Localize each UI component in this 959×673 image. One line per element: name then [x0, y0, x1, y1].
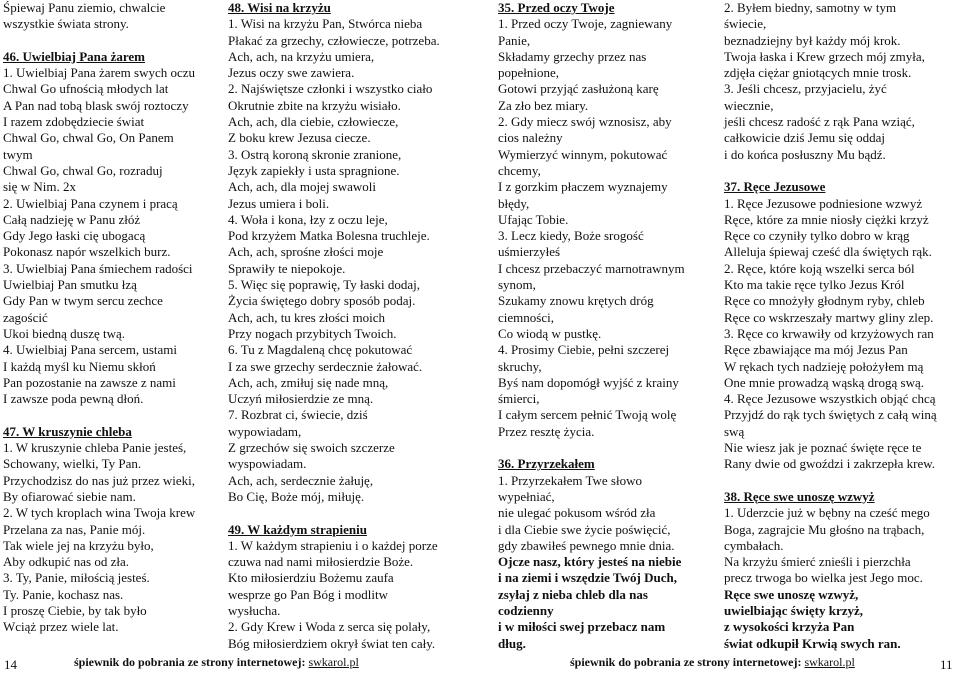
lyric-line: 6. Tu z Magdaleną chcę pokutować [228, 342, 413, 358]
lyric-line: Ufając Tobie. [498, 211, 569, 227]
song-title: 47. W kruszynie chleba [3, 423, 132, 439]
spacer [724, 163, 956, 179]
lyric-line: Okrutnie zbite na krzyżu wisiało. [228, 97, 401, 113]
lyric-line: 3. Lecz kiedy, Boże srogość [498, 228, 644, 244]
lyric-line: wiecznie, [724, 97, 774, 113]
lyric-line: zagościć [3, 309, 48, 325]
lyric-line: zsyłaj z nieba chleb dla nas [498, 586, 648, 602]
lyric-line: wypełniać, [498, 488, 555, 504]
column-4 [724, 0, 956, 652]
lyric-line: ciemności, [498, 309, 554, 325]
lyric-line: Jezus oczy swe zawiera. [228, 65, 355, 81]
lyric-line: Przelana za nas, Panie mój. [3, 521, 146, 537]
lyric-line: Przy nogach przybitych Twoich. [228, 325, 397, 341]
lyric-line: 2. Gdy miecz swój wznosisz, aby [498, 114, 672, 130]
lyric-line: Byś nam dopomógł wyjść z krainy [498, 374, 679, 390]
lyric-line: uśmierzyłeś [498, 244, 561, 260]
lyric-line: jeśli chcesz radość z rąk Pana wziąć, [724, 114, 915, 130]
lyric-line: Na krzyżu śmierć znieśli i pierzchła [724, 554, 911, 570]
lyric-line: Panie, [498, 32, 531, 48]
lyric-line: Składamy grzechy przez nas [498, 48, 647, 64]
lyric-line: Wciąż przez wiele lat. [3, 619, 119, 635]
footer-left-link[interactable]: swkarol.pl [308, 655, 359, 669]
lyric-line: 1. Wisi na krzyżu Pan, Stwórca nieba [228, 16, 423, 32]
lyric-line: Szukamy znowu krętych dróg [498, 293, 654, 309]
lyric-line: 1. W kruszynie chleba Panie jesteś, [3, 440, 187, 456]
lyric-line: uwielbiając święty krzyż, [724, 602, 864, 618]
lyric-line: 3. Jeśli chcesz, przyjacielu, żyć [724, 81, 887, 97]
lyric-line: 3. Ty, Panie, miłością jesteś. [3, 570, 150, 586]
lyric-line: W rękach tych nadzieję położyłem mą [724, 358, 924, 374]
footer-left [74, 655, 359, 670]
lyric-line: I z gorzkim płaczem wyznajemy [498, 179, 668, 195]
lyric-line: Płakać za grzechy, człowiecze, potrzeba. [228, 32, 440, 48]
lyric-line: Z boku krew Jezusa ciecze. [228, 130, 371, 146]
footer-right [570, 655, 855, 670]
spacer [724, 473, 956, 489]
lyric-line: Ojcze nasz, który jesteś na niebie [498, 554, 682, 570]
spacer [3, 33, 225, 49]
lyric-line: I każdą myśl ku Niemu skłoń [3, 358, 156, 374]
lyric-line: 7. Rozbrat ci, świecie, dziś [228, 407, 368, 423]
lyric-line: Ach, ach, dla mojej swawoli [228, 179, 377, 195]
lyric-line: Gotowi przyjąć zasłużoną karę [498, 81, 659, 97]
lyric-line: Przez resztę życia. [498, 423, 595, 439]
lyric-line: Kto ma takie ręce tylko Jezus Król [724, 277, 905, 293]
lyric-line: gdy zbawiłeś pewnego mnie dnia. [498, 537, 675, 553]
lyric-line: Jezus umiera i boli. [228, 195, 330, 211]
lyric-line: Ręce zbawiające ma mój Jezus Pan [724, 342, 908, 358]
lyric-line: Ach, ach, tu kres złości moich [228, 309, 386, 325]
lyric-line: Alleluja śpiewaj cześć dla świętych rąk. [724, 244, 932, 260]
lyric-line: Ręce co wskrzeszały martwy gliny zlep. [724, 309, 934, 325]
column-1 [3, 0, 225, 636]
lyric-line: precz trwoga bo wielka jest Jego moc. [724, 570, 923, 586]
lyric-line: Ręce co mnożyły głodnym ryby, chleb [724, 293, 925, 309]
lyric-line: się w Nim. 2x [3, 179, 76, 195]
lyric-line: Chwal Go, chwal Go, rozraduj [3, 162, 163, 178]
song-title: 38. Ręce swe unoszę wzwyż [724, 488, 875, 504]
lyric-line: Sprawiły te niepokoje. [228, 260, 346, 276]
lyric-line: chcemy, [498, 162, 541, 178]
song-title: 35. Przed oczy Twoje [498, 0, 615, 15]
lyric-line: I razem zdobędziecie świat [3, 114, 145, 130]
lyric-line: 3. Uwielbiaj Pana śmiechem radości [3, 260, 193, 276]
lyric-line: dług. [498, 635, 526, 651]
lyric-line: Wymierzyć winnym, pokutować [498, 146, 668, 162]
lyric-line: One mnie prowadzą wąską drogą swą. [724, 374, 924, 390]
lyric-line: 1. Przyrzekałem Twe słowo [498, 472, 642, 488]
lyric-line: czuwa nad nami miłosierdzie Boże. [228, 554, 414, 570]
lyric-line: 1. Przed oczy Twoje, zagniewany [498, 16, 673, 32]
lyric-line: Gdy Jego łaski cię ubogacą [3, 228, 146, 244]
lyric-line: Ach, ach, zmiłuj się nade mną, [228, 374, 389, 390]
lyric-line: błędy, [498, 195, 530, 211]
lyric-line: Gdy Pan w twym sercu zechce [3, 293, 163, 309]
lyric-line: Całą nadzieję w Panu złóż [3, 211, 141, 227]
lyric-line: świat odkupił Krwią swych ran. [724, 635, 901, 651]
footer-left-text: śpiewnik do pobrania ze strony internetowej: [74, 655, 309, 669]
lyric-line: By ofiarować siebie nam. [3, 488, 136, 504]
lyric-line: Przyjdź do rąk tych świętych z całą winą [724, 407, 937, 423]
lyric-line: Ach, ach, na krzyżu umiera, [228, 48, 375, 64]
lyric-line: I za swe grzechy serdecznie żałować. [228, 358, 423, 374]
lyric-line: cymbałach. [724, 537, 784, 553]
lyric-line: I chcesz przebaczyć marnotrawnym [498, 260, 685, 276]
lyric-line: wesprze go Pan Bóg i modlitw [228, 586, 388, 602]
lyric-line: twym [3, 146, 33, 162]
lyric-line: Ręce, które za mnie niosły ciężki krzyż [724, 211, 929, 227]
lyric-line: synom, [498, 277, 536, 293]
lyric-line: A Pan nad tobą blask swój roztoczy [3, 97, 189, 113]
lyric-line: 4. Ręce Jezusowe wszystkich objąć chcą [724, 391, 936, 407]
lyric-line: śmierci, [498, 391, 540, 407]
page-number-left: 14 [4, 657, 17, 672]
lyric-line: Co wiodą w pustkę. [498, 325, 602, 341]
lyric-line: wysłucha. [228, 602, 281, 618]
lyric-line: i dla Ciebie swe życie poświęcić, [498, 521, 671, 537]
song-title: 36. Przyrzekałem [498, 456, 595, 472]
lyric-line: 1. Uderzcie już w bębny na cześć mego [724, 505, 930, 521]
song-title: 49. W każdym strapieniu [228, 521, 367, 537]
lyric-line: 2. Gdy Krew i Woda z serca się polały, [228, 619, 431, 635]
spacer [498, 440, 714, 456]
lyric-line: 1. Ręce Jezusowe podniesione wzwyż [724, 195, 923, 211]
lyric-line: Za zło bez miary. [498, 97, 589, 113]
lyric-line: Ach, ach, serdecznie żałuję, [228, 472, 374, 488]
lyric-line: Nie wiesz jak je poznać święte ręce te [724, 440, 922, 456]
spacer [3, 407, 225, 423]
lyric-line: Schowany, wielki, Ty Pan. [3, 456, 142, 472]
lyric-line: Język zapiekły i usta spragnione. [228, 162, 400, 178]
lyric-line: Uwielbiaj Pan smutku łzą [3, 277, 137, 293]
footer-right-link[interactable]: swkarol.pl [804, 655, 855, 669]
lyric-line: Pokonasz napór wszelkich burz. [3, 244, 171, 260]
lyric-line: skruchy, [498, 358, 542, 374]
lyric-line: Rany dwie od gwoździ i zakrzepła krew. [724, 456, 936, 472]
lyric-line: codzienny [498, 602, 554, 618]
lyric-line: wszystkie świata strony. [3, 16, 129, 32]
lyric-line: Twoja łaska i Krew grzech mój zmyła, [724, 48, 925, 64]
lyric-line: i w miłości swej przebacz nam [498, 619, 666, 635]
lyric-line: I zawsze poda pewną dłoń. [3, 391, 144, 407]
lyric-line: 4. Uwielbiaj Pana sercem, ustami [3, 342, 178, 358]
lyric-line: Pan pozostanie na zawsze z nami [3, 374, 176, 390]
lyric-line: Chwal Go ufnością młodych lat [3, 81, 169, 97]
song-title: 37. Ręce Jezusowe [724, 179, 826, 195]
lyric-line: i na ziemi i wszędzie Twój Duch, [498, 570, 677, 586]
lyric-line: 3. Ostrą koroną skronie zranione, [228, 146, 402, 162]
lyric-line: i do końca posłuszny Mu bądź. [724, 146, 886, 162]
lyric-line: Ty. Panie, kochasz nas. [3, 586, 124, 602]
lyric-line: 1. Uwielbiaj Pana żarem swych oczu [3, 65, 196, 81]
column-3 [498, 0, 714, 652]
lyric-line: 2. Najświętsze członki i wszystko ciało [228, 81, 433, 97]
lyric-line: Aby odkupić nas od zła. [3, 554, 130, 570]
lyric-line: Bo Cię, Boże mój, miłuję. [228, 488, 365, 504]
lyric-line: Ukoi biedną duszę twą. [3, 325, 126, 341]
lyric-line: 4. Prosimy Ciebie, pełni szczerej [498, 342, 670, 358]
lyric-line: Ach, ach, dla ciebie, człowiecze, [228, 114, 399, 130]
lyric-line: z wysokości krzyża Pan [724, 619, 855, 635]
lyric-line: Bóg miłosierdziem okrył świat ten cały. [228, 635, 436, 651]
lyric-line: I całym sercem pełnić Twoją wolę [498, 407, 677, 423]
lyric-line: 4. Woła i kona, łzy z oczu leje, [228, 211, 388, 227]
lyric-line: Życia świętego dobry sposób podaj. [228, 293, 416, 309]
lyric-line: 3. Ręce co krwawiły od krzyżowych ran [724, 325, 934, 341]
lyric-line: 2. W tych kroplach wina Twoja krew [3, 505, 196, 521]
lyric-line: 1. W każdym strapieniu i o każdej porze [228, 537, 438, 553]
column-2 [228, 0, 468, 652]
lyric-line: 2. Byłem biedny, samotny w tym [724, 0, 897, 15]
lyric-line: Ach, ach, sprośne złości moje [228, 244, 384, 260]
lyric-line: Z grzechów się swoich szczerze [228, 440, 395, 456]
lyric-line: nie ulegać pokusom wśród zła [498, 505, 656, 521]
lyric-line: Pod krzyżem Matka Bolesna truchleje. [228, 228, 430, 244]
lyric-line: 2. Ręce, które koją wszelki serca ból [724, 260, 915, 276]
lyric-line: beznadziejny był każdy mój krok. [724, 32, 901, 48]
lyric-line: całkowicie dziś Jemu się oddaj [724, 130, 886, 146]
lyric-line: I proszę Ciebie, by tak było [3, 602, 147, 618]
lyric-line: Ręce swe unoszę wzwyż, [724, 586, 859, 602]
lyric-line: cios należny [498, 130, 563, 146]
song-title: 46. Uwielbiaj Pana żarem [3, 48, 146, 64]
lyric-line: Chwal Go, chwal Go, On Panem [3, 130, 174, 146]
lyric-line: swą [724, 423, 745, 439]
page-number-right: 11 [940, 657, 953, 672]
song-title: 48. Wisi na krzyżu [228, 0, 331, 15]
lyric-line: Uczyń miłosierdzie ze mną. [228, 391, 374, 407]
lyric-line: Tak wiele jej na krzyżu było, [3, 537, 154, 553]
lyric-line: wypowiadam, [228, 423, 302, 439]
lyric-line: Boga, zagrajcie Mu głośno na trąbach, [724, 521, 925, 537]
lyric-line: Ręce co czyniły tylko dobro w krąg [724, 228, 910, 244]
lyric-line: popełnione, [498, 65, 560, 81]
lyric-line: wyspowiadam. [228, 456, 307, 472]
lyric-line: Przychodzisz do nas już przez wieki, [3, 472, 196, 488]
lyric-line: 5. Więc się poprawię, Ty łaski dodaj, [228, 277, 420, 293]
footer-right-text: śpiewnik do pobrania ze strony internetowej: [570, 655, 805, 669]
spacer [228, 505, 468, 521]
lyric-line: 2. Uwielbiaj Pana czynem i pracą [3, 195, 178, 211]
lyric-line: Kto miłosierdziu Bożemu zaufa [228, 570, 394, 586]
lyric-line: Śpiewaj Panu ziemio, chwalcie [3, 0, 166, 15]
lyric-line: zdjęła ciężar gniotących mnie trosk. [724, 65, 912, 81]
lyric-line: świecie, [724, 16, 767, 32]
